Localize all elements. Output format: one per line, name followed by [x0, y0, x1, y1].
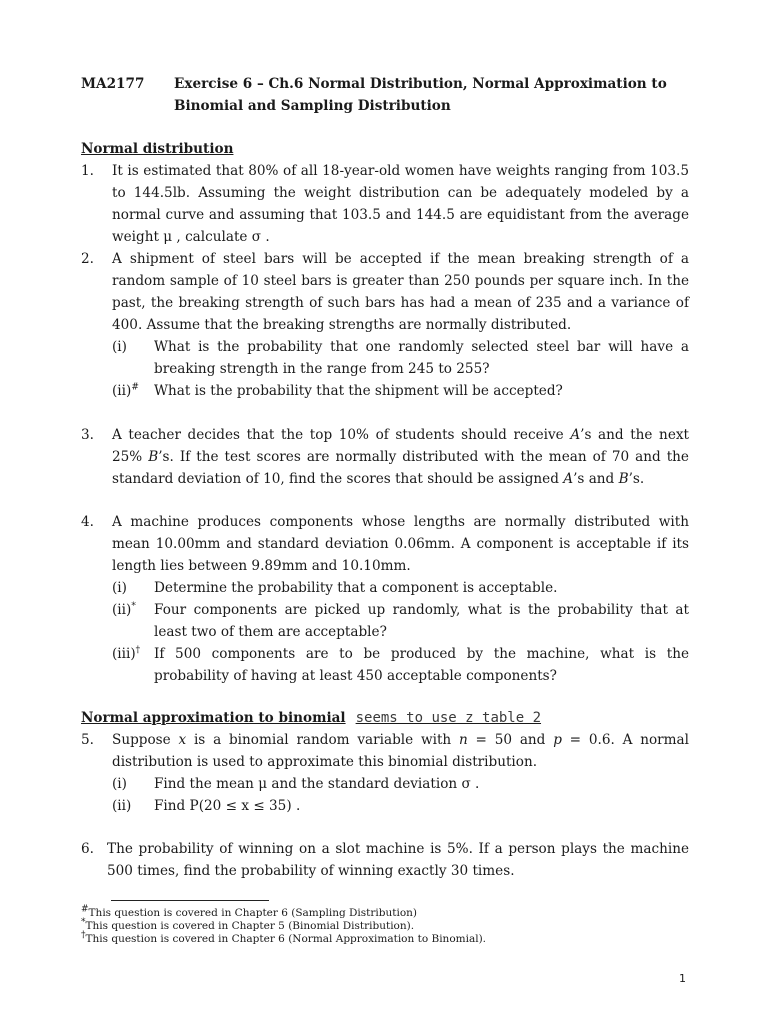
- text-run: ’s.: [628, 471, 645, 487]
- subquestion-text: What is the probability that the shipment will be accepted?: [154, 383, 563, 399]
- subquestion-label: (ii): [112, 798, 132, 814]
- grade-b: B: [148, 449, 159, 465]
- question-text: [112, 424, 689, 490]
- text-run: is a binomial random variable with: [186, 732, 459, 748]
- subquestion-text: Four components are picked up randomly, what is the probability that at least two of them are acceptable?: [154, 602, 689, 640]
- question-number: 4.: [81, 514, 94, 530]
- question-number: 6.: [81, 841, 94, 857]
- section-heading-text: Normal approximation to binomial: [81, 710, 346, 726]
- subquestion-label: (i): [112, 339, 127, 355]
- question-2: [81, 248, 689, 402]
- question-1: [81, 160, 689, 248]
- var-x: x: [178, 732, 187, 748]
- footnote-mark: #: [131, 382, 139, 393]
- var-n: n: [458, 732, 468, 748]
- footnote-mark: *: [81, 917, 86, 928]
- subquestion-label-text: (ii): [112, 602, 132, 618]
- question-number: 3.: [81, 427, 94, 443]
- question-text: [112, 729, 689, 773]
- subquestion-label: (i): [112, 580, 127, 596]
- question-text: It is estimated that 80% of all 18-year-old women have weights ranging from 103.5 to 144.5lb. Assuming the weight distribution can be adequately modeled by a normal curve and assuming that 103.5 and 144.5 are equidistant from the average weight μ , calculate σ .: [112, 163, 689, 245]
- subquestion-text: What is the probability that one randomly selected steel bar will have a breaking strength in the range from 245 to 255?: [154, 339, 689, 377]
- subquestion-text: If 500 components are to be produced by the machine, what is the probability of having at least 450 acceptable components?: [154, 646, 689, 684]
- footnote-mark: †: [135, 645, 141, 656]
- text-run: A teacher decides that the top 10% of students should receive: [112, 427, 571, 443]
- footnote-mark: *: [131, 601, 136, 612]
- text-run: Suppose: [112, 732, 179, 748]
- footnote-mark: †: [81, 930, 86, 941]
- page-number: 1: [679, 972, 686, 985]
- question-text: The probability of winning on a slot machine is 5%. If a person plays the machine 500 times, find the probability of winning exactly 30 times.: [107, 841, 689, 879]
- subquestion-i: [112, 577, 689, 599]
- question-4: [81, 511, 689, 687]
- text-run: = 0.6. A normal distribution is used to approximate this binomial distribution.: [112, 732, 689, 770]
- question-number: 1.: [81, 163, 94, 179]
- footnote-mark: #: [81, 904, 89, 915]
- footnote-text: This question is covered in Chapter 6 (Normal Approximation to Binomial).: [85, 933, 487, 945]
- question-number: 5.: [81, 732, 94, 748]
- text-run: ’s. If the test scores are normally distributed with the mean of 70 and the standard deviation of 10, find the scores that should be assigned: [112, 449, 689, 487]
- subquestion-ii: [112, 599, 689, 643]
- subquestion-iii: [112, 643, 689, 687]
- subquestion-i: [112, 336, 689, 380]
- subquestion-text: Find the mean μ and the standard deviation σ .: [154, 776, 480, 792]
- exercise-title: Exercise 6 – Ch.6 Normal Distribution, Normal Approximation to Binomial and Sampling Distribution: [174, 76, 667, 114]
- subquestion-i: [112, 773, 689, 795]
- text-run: ’s and: [573, 471, 619, 487]
- footnote-text: This question is covered in Chapter 6 (Sampling Distribution): [88, 907, 418, 919]
- subquestion-text: Find P(20 ≤ x ≤ 35) .: [154, 798, 301, 814]
- grade-a: A: [570, 427, 581, 443]
- footnote: [81, 917, 486, 933]
- grade-a: A: [563, 471, 574, 487]
- section-heading-approx: [81, 707, 541, 729]
- var-p: p: [553, 732, 562, 748]
- subquestion-label: [112, 599, 136, 621]
- text-run: ’s and the next 25%: [112, 427, 689, 465]
- question-text: A shipment of steel bars will be accepted if the mean breaking strength of a random sample of 10 steel bars is greater than 250 pounds per square inch. In the past, the breaking strength of such bars has had a mean of 235 and a variance of 400. Assume that the breaking strengths are normally distributed.: [112, 251, 689, 333]
- question-5: [81, 729, 689, 817]
- grade-b: B: [618, 471, 629, 487]
- question-3: [81, 424, 689, 490]
- subquestion-label: [112, 380, 139, 402]
- subquestion-label-text: (ii): [112, 383, 132, 399]
- footnote: [81, 930, 487, 946]
- footnote: [81, 904, 486, 920]
- course-code: MA2177: [81, 76, 145, 92]
- subquestion-text: Determine the probability that a component is acceptable.: [154, 580, 558, 596]
- question-number: 2.: [81, 251, 94, 267]
- subquestion-label: [112, 643, 140, 665]
- footnote-text: This question is covered in Chapter 5 (Binomial Distribution).: [85, 920, 415, 932]
- subquestion-ii: [112, 795, 689, 817]
- page-header: [81, 73, 689, 117]
- section-heading-normal: Normal distribution: [81, 141, 234, 157]
- footnote-divider: [111, 900, 269, 901]
- subquestion-label-text: (iii): [112, 646, 136, 662]
- footnotes: [81, 904, 487, 946]
- question-text: A machine produces components whose lengths are normally distributed with mean 10.00mm and standard deviation 0.06mm. A component is acceptable if its length lies between 9.89mm and 10.10mm.: [112, 514, 689, 574]
- subquestion-label: (i): [112, 776, 127, 792]
- text-run: = 50 and: [467, 732, 554, 748]
- subquestion-ii: [112, 380, 689, 402]
- handwritten-note: seems to use z table 2: [355, 710, 542, 726]
- question-6: [81, 838, 689, 882]
